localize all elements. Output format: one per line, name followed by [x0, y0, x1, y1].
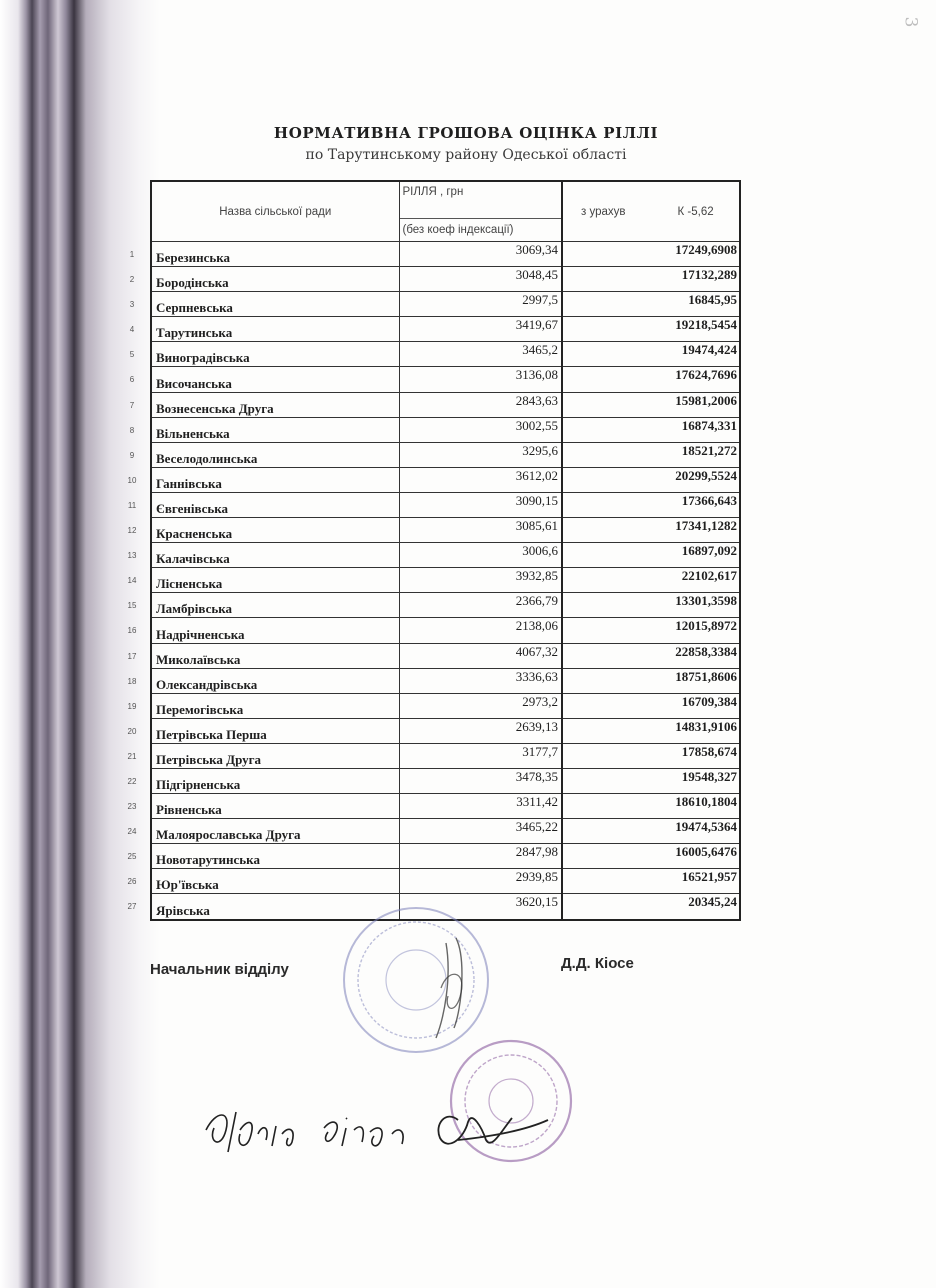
council-name-cell: Петрівська Перша	[151, 718, 399, 743]
coef-value-cell: 20299,5524	[562, 467, 740, 492]
row-number: 12	[127, 526, 137, 536]
table-row	[151, 718, 740, 743]
table-header-row	[151, 181, 740, 219]
council-name-cell: Юр'ївська	[151, 869, 399, 894]
arable-value-cell: 3336,63	[399, 668, 562, 693]
row-number: 9	[129, 450, 135, 460]
table-row	[151, 467, 740, 492]
row-number: 26	[127, 877, 137, 887]
council-name-cell: Рівненська	[151, 794, 399, 819]
coef-value-cell: 16709,384	[562, 693, 740, 718]
table-row	[151, 342, 740, 367]
column-header-with-coefficient	[562, 181, 740, 242]
arable-value-cell: 3465,22	[399, 819, 562, 844]
table-row	[151, 568, 740, 593]
coef-value-cell: 19474,424	[562, 342, 740, 367]
council-name-cell: Миколаївська	[151, 643, 399, 668]
arable-value-cell: 3069,34	[399, 242, 562, 267]
row-number: 27	[127, 902, 137, 912]
coef-value-cell: 16005,6476	[562, 844, 740, 869]
coef-value-cell: 17132,289	[562, 267, 740, 292]
council-name-cell: Ганнівська	[151, 467, 399, 492]
arable-value-cell: 3465,2	[399, 342, 562, 367]
table-body	[151, 242, 740, 920]
table-row	[151, 743, 740, 768]
arable-value-cell: 3177,7	[399, 743, 562, 768]
arable-value-cell: 2138,06	[399, 618, 562, 643]
coef-value-cell: 17858,674	[562, 743, 740, 768]
council-name-cell: Надрічненська	[151, 618, 399, 643]
table-row	[151, 819, 740, 844]
arable-value-cell: 3002,55	[399, 417, 562, 442]
council-name-cell: Ламбрівська	[151, 593, 399, 618]
row-number: 7	[129, 400, 135, 410]
row-number: 18	[127, 676, 137, 686]
council-name-cell: Петрівська Друга	[151, 743, 399, 768]
row-number: 3	[129, 300, 135, 310]
table-row	[151, 292, 740, 317]
council-name-cell: Березинська	[151, 242, 399, 267]
coef-value-cell: 18610,1804	[562, 794, 740, 819]
coef-value-cell: 22102,617	[562, 568, 740, 593]
coef-value-cell: 14831,9106	[562, 718, 740, 743]
coef-value-cell: 17366,643	[562, 492, 740, 517]
row-number: 13	[127, 551, 137, 561]
coef-value-cell: 16845,95	[562, 292, 740, 317]
table-row	[151, 518, 740, 543]
council-name-cell: Виноградівська	[151, 342, 399, 367]
council-name-cell: Євгенівська	[151, 492, 399, 517]
row-number: 24	[127, 827, 137, 837]
council-name-cell: Височанська	[151, 367, 399, 392]
council-name-cell: Калачівська	[151, 543, 399, 568]
arable-value-cell: 3006,6	[399, 543, 562, 568]
coef-value-cell: 12015,8972	[562, 618, 740, 643]
council-name-cell: Новотарутинська	[151, 844, 399, 869]
column-header-arable: РІЛЛЯ , грн	[399, 181, 562, 219]
arable-value-cell: 2843,63	[399, 392, 562, 417]
coef-value-cell: 16897,092	[562, 543, 740, 568]
row-number: 25	[127, 852, 137, 862]
row-number: 16	[127, 626, 137, 636]
arable-value-cell: 3932,85	[399, 568, 562, 593]
row-number: 23	[127, 802, 137, 812]
council-name-cell: Ярівська	[151, 894, 399, 920]
row-number: 21	[127, 751, 137, 761]
coef-value-cell: 16874,331	[562, 417, 740, 442]
arable-value-cell: 3419,67	[399, 317, 562, 342]
table-row	[151, 242, 740, 267]
coef-value-cell: 16521,957	[562, 869, 740, 894]
arable-value-cell: 3478,35	[399, 768, 562, 793]
coef-value-cell: 17249,6908	[562, 242, 740, 267]
coef-value-cell: 19548,327	[562, 768, 740, 793]
coef-value-cell: 18521,272	[562, 442, 740, 467]
row-number: 22	[127, 776, 137, 786]
signer-position: Начальник відділу	[150, 961, 289, 978]
coef-value-cell: 18751,8606	[562, 668, 740, 693]
table-row	[151, 442, 740, 467]
arable-value-cell: 3311,42	[399, 794, 562, 819]
row-number: 19	[127, 701, 137, 711]
table-row	[151, 693, 740, 718]
coef-value-cell: 19474,5364	[562, 819, 740, 844]
arable-value-cell: 2639,13	[399, 718, 562, 743]
arable-value-cell: 3048,45	[399, 267, 562, 292]
arable-value-cell: 2973,2	[399, 693, 562, 718]
table-row	[151, 317, 740, 342]
council-name-cell: Красненська	[151, 518, 399, 543]
table-row	[151, 593, 740, 618]
document-title: НОРМАТИВНА ГРОШОВА ОЦІНКА РІЛЛІ	[273, 124, 659, 142]
table-row	[151, 668, 740, 693]
row-number: 1	[129, 250, 135, 259]
arable-value-cell: 2997,5	[399, 292, 562, 317]
row-number: 8	[129, 425, 135, 435]
arable-value-cell: 3295,6	[399, 442, 562, 467]
column-subheader-no-index: (без коеф індексації)	[399, 219, 562, 242]
row-number: 11	[127, 500, 137, 510]
table-row	[151, 267, 740, 292]
arable-value-cell: 3136,08	[399, 367, 562, 392]
coef-value-cell: 17341,1282	[562, 518, 740, 543]
table-row	[151, 367, 740, 392]
council-name-cell: Підгірненська	[151, 768, 399, 793]
table-row	[151, 844, 740, 869]
arable-value-cell: 3620,15	[399, 894, 562, 920]
coef-value-cell: 15981,2006	[562, 392, 740, 417]
table-row	[151, 492, 740, 517]
arable-value-cell: 3612,02	[399, 467, 562, 492]
arable-value-cell: 2939,85	[399, 869, 562, 894]
arable-value-cell: 2847,98	[399, 844, 562, 869]
table-row	[151, 618, 740, 643]
coef-value-cell: 13301,3598	[562, 593, 740, 618]
council-name-cell: Вільненська	[151, 417, 399, 442]
row-number: 15	[127, 601, 137, 611]
arable-value-cell: 3090,15	[399, 492, 562, 517]
arable-value-cell: 3085,61	[399, 518, 562, 543]
table-row	[151, 417, 740, 442]
column-header-name: Назва сільської ради	[151, 181, 399, 242]
row-number: 4	[129, 325, 135, 335]
row-number: 5	[129, 350, 135, 360]
row-numbers	[124, 236, 140, 914]
council-name-cell: Лісненська	[151, 568, 399, 593]
arable-value-cell: 2366,79	[399, 593, 562, 618]
row-number: 20	[127, 726, 137, 736]
round-seal-stamp	[316, 898, 516, 1058]
signer-name: Д.Д. Кіосе	[561, 955, 634, 972]
council-name-cell: Малоярославська Друга	[151, 819, 399, 844]
coef-value-cell: 22858,3384	[562, 643, 740, 668]
council-name-cell: Веселодолинська	[151, 442, 399, 467]
table-row	[151, 794, 740, 819]
coef-value-cell: 17624,7696	[562, 367, 740, 392]
council-name-cell: Перемогівська	[151, 693, 399, 718]
council-name-cell: Олександрівська	[151, 668, 399, 693]
document-subtitle: по Тарутинському району Одеської області	[305, 147, 627, 163]
council-name-cell: Тарутинська	[151, 317, 399, 342]
arable-value-cell: 4067,32	[399, 643, 562, 668]
row-number: 2	[129, 275, 135, 285]
row-number: 10	[127, 475, 137, 485]
table-row	[151, 543, 740, 568]
table-row	[151, 643, 740, 668]
table-row	[151, 869, 740, 894]
row-number: 6	[129, 375, 135, 385]
column-header-with-coef-label: з урахув	[581, 205, 626, 218]
council-name-cell: Вознесенська Друга	[151, 392, 399, 417]
handwritten-certification	[196, 1090, 576, 1160]
coef-value-cell: 20345,24	[562, 894, 740, 920]
row-number: 14	[127, 576, 137, 586]
table-row	[151, 768, 740, 793]
row-number: 17	[127, 651, 137, 661]
page-number: 3	[900, 16, 921, 28]
council-name-cell: Бородінська	[151, 267, 399, 292]
coefficient-label: К -5,62	[677, 205, 714, 218]
table-row	[151, 392, 740, 417]
valuation-table	[150, 180, 741, 921]
council-name-cell: Серпневська	[151, 292, 399, 317]
coef-value-cell: 19218,5454	[562, 317, 740, 342]
